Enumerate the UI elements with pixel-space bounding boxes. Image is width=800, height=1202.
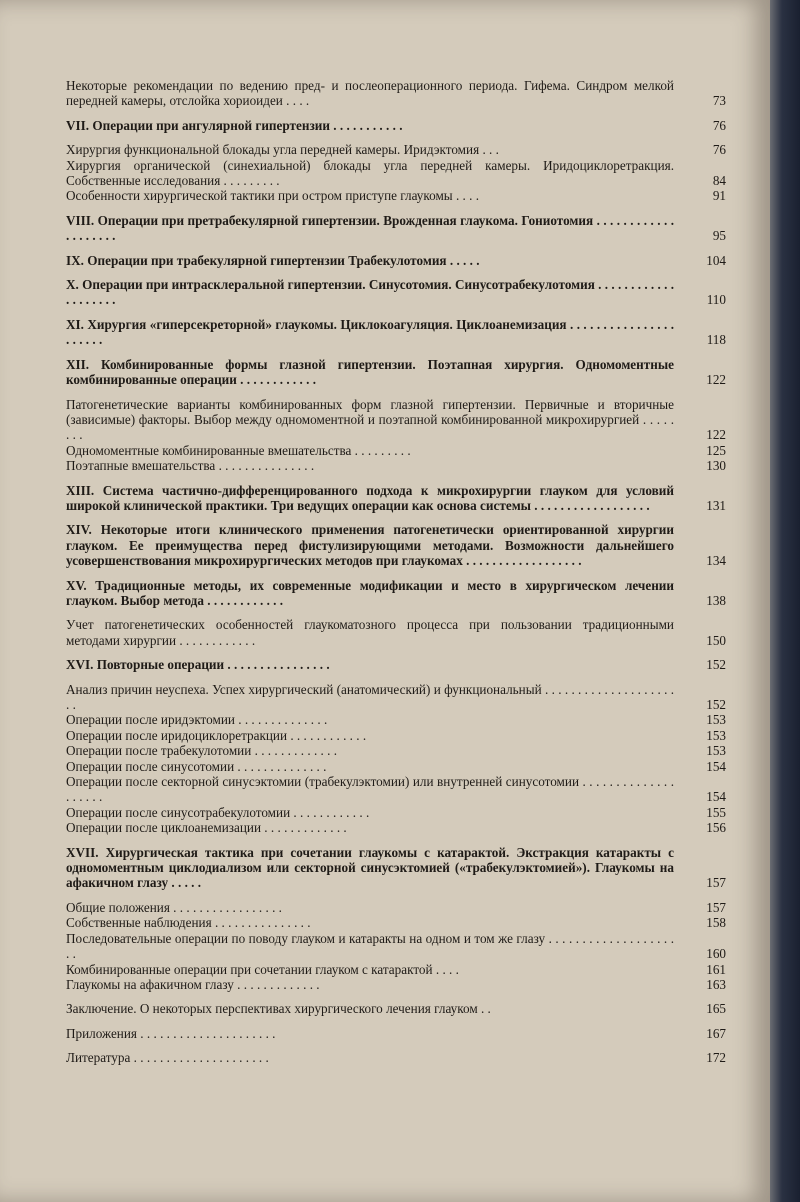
toc-entry: [66, 1050, 726, 1065]
toc-entry-title: XIII. Система частично-дифференцированного подхода к микрохирургии глауком для условий широкой клинической практики. Три ведущих операции как основа системы . . . . . . . . . . . . . . . . . .: [66, 482, 674, 513]
toc-entry-title: Общие положения . . . . . . . . . . . . . . . . .: [66, 899, 282, 915]
toc-entry: [66, 483, 726, 514]
toc-entry-page: 110: [706, 292, 726, 308]
toc-entry-page: 104: [706, 252, 726, 268]
toc-entry: [66, 357, 726, 388]
toc-entry-title: Операции после трабекулотомии . . . . . . . . . . . . .: [66, 743, 338, 759]
toc-entry-page: 150: [706, 632, 726, 648]
toc-entry-page: 153: [706, 727, 726, 743]
toc-entry-page: 73: [712, 93, 726, 109]
toc-entry: [66, 253, 726, 268]
toc-entry: [66, 397, 726, 443]
toc-entry-title: Хирургия органической (синехиальной) блокады угла передней камеры. Иридоциклоретракция. Собственные исследования . . . . . . . . .: [66, 157, 674, 189]
toc-entry-page: 76: [712, 117, 726, 133]
toc-entry-page: 153: [706, 712, 726, 728]
toc-entry-title: Операции после иридоциклоретракции . . . . . . . . . . . .: [66, 727, 367, 743]
toc-entry-title: XVII. Хирургическая тактика при сочетании глаукомы с катарактой. Экстракция катаракты с одномоментным циклодиализом или секторной синусэктомией («трабекулэктомией»). Глаукомы на афакичном глазу . . . . .: [66, 844, 674, 891]
page-edge: [770, 0, 800, 1202]
toc-entry: [66, 657, 726, 672]
toc-entry-title: Заключение. О некоторых перспективах хирургического лечения глауком . .: [66, 1001, 491, 1017]
toc-entry: [66, 1026, 726, 1041]
toc-entry-page: 155: [706, 804, 726, 820]
toc-entry: [66, 820, 726, 835]
toc-entry: [66, 845, 726, 891]
toc-entry-title: Особенности хирургической тактики при остром приступе глаукомы . . . .: [66, 188, 480, 204]
toc-entry: [66, 774, 726, 805]
toc-entry-title: XI. Хирургия «гиперсекреторной» глаукомы. Циклокоагуляция. Циклоанемизация . . . . . . . . . . . . . . . . . . . . . .: [66, 316, 674, 348]
toc-entry: [66, 617, 726, 648]
toc-entry-title: XIV. Некоторые итоги клинического применения патогенетически ориентированной хирургии глауком. Ее преимущества перед фистулизирующими методами. Возможности дальнейшего усовершенствования микрохирургических методов при глаукомах . . . . . . . . . . . . . . . . . .: [66, 522, 674, 569]
toc-entry-page: 91: [712, 188, 726, 204]
toc-entry: [66, 118, 726, 133]
toc-entry-page: 122: [706, 427, 726, 443]
toc-entry: [66, 977, 726, 992]
toc-entry: [66, 317, 726, 348]
toc-entry-page: 84: [712, 173, 726, 189]
toc-entry-page: 163: [706, 976, 726, 992]
toc-entry: [66, 443, 726, 458]
toc-entry: [66, 900, 726, 915]
toc-entry: [66, 578, 726, 609]
toc-entry-title: Операции после синусотрабекулотомии . . . . . . . . . . . .: [66, 804, 370, 820]
toc-entry-page: 122: [706, 372, 726, 388]
toc-entry: [66, 158, 726, 189]
toc-entry: [66, 277, 726, 308]
toc-entry-title: XVI. Повторные операции . . . . . . . . . . . . . . . .: [66, 657, 330, 673]
toc-entry-page: 125: [706, 442, 726, 458]
toc-entry-page: 152: [706, 657, 726, 673]
toc-entry-title: XV. Традиционные методы, их современные модификации и место в хирургическом лечении глауком. Выбор метода . . . . . . . . . . . .: [66, 577, 674, 608]
toc-entry-title: VIII. Операции при претрабекулярной гипертензии. Врожденная глаукома. Гониотомия . . . . . . . . . . . . . . . . . . . .: [66, 212, 674, 244]
toc-entry-title: Глаукомы на афакичном глазу . . . . . . . . . . . . .: [66, 976, 320, 992]
toc-entry-page: 118: [706, 332, 726, 348]
table-of-contents: [66, 78, 726, 1075]
toc-entry-title: Операции после секторной синусэктомии (трабекулэктомии) или внутренней синусотомии . . . . . . . . . . . . . . . . . . . .: [66, 774, 674, 805]
toc-entry-title: Операции после иридэктомии . . . . . . . . . . . . . .: [66, 712, 328, 728]
toc-entry-title: Учет патогенетических особенностей глаукоматозного процесса при пользовании традиционными методами хирургии . . . . . . . . . . . .: [66, 617, 674, 648]
toc-entry-title: Операции после циклоанемизации . . . . . . . . . . . . .: [66, 820, 347, 836]
toc-entry-title: Литература . . . . . . . . . . . . . . . . . . . . .: [66, 1050, 269, 1066]
toc-entry-title: Последовательные операции по поводу глауком и катаракты на одном и том же глазу . . . . . . . . . . . . . . . . . . . . .: [66, 930, 674, 962]
toc-entry-title: Операции после синусотомии . . . . . . . . . . . . . .: [66, 758, 327, 774]
toc-entry-title: IX. Операции при трабекулярной гипертензии Трабекулотомия . . . . .: [66, 252, 480, 268]
toc-entry-title: Приложения . . . . . . . . . . . . . . . . . . . . .: [66, 1025, 276, 1041]
toc-entry: [66, 1001, 726, 1016]
toc-entry: [66, 915, 726, 930]
toc-entry: [66, 728, 726, 743]
toc-entry-page: 134: [706, 553, 726, 569]
toc-entry-page: 130: [706, 458, 726, 474]
toc-entry-page: 131: [706, 497, 726, 513]
toc-entry: [66, 931, 726, 962]
toc-entry-page: 161: [706, 961, 726, 977]
toc-entry-title: Собственные наблюдения . . . . . . . . . . . . . . .: [66, 915, 311, 931]
toc-entry-page: 154: [706, 758, 726, 774]
toc-entry-title: Анализ причин неуспеха. Успех хирургический (анатомический) и функциональный . . . . . . . . . . . . . . . . . . . . . .: [66, 681, 674, 712]
toc-entry-page: 158: [706, 915, 726, 931]
toc-entry-page: 160: [706, 946, 726, 962]
toc-entry: [66, 78, 726, 109]
toc-entry-page: 138: [706, 592, 726, 608]
toc-entry-page: 153: [706, 743, 726, 759]
toc-entry-page: 167: [706, 1025, 726, 1041]
toc-entry: [66, 458, 726, 473]
toc-entry-title: Хирургия функциональной блокады угла передней камеры. Иридэктомия . . .: [66, 142, 499, 158]
toc-entry-title: Некоторые рекомендации по ведению пред- и послеоперационного периода. Гифема. Синдром мелкой передней камеры, отслойка хориоидеи . . . .: [66, 78, 674, 109]
toc-entry-title: XII. Комбинированные формы глазной гипертензии. Поэтапная хирургия. Одномоментные комбинированные операции . . . . . . . . . . . .: [66, 356, 674, 388]
toc-entry: [66, 805, 726, 820]
toc-entry: [66, 188, 726, 203]
toc-entry-page: 76: [712, 142, 726, 158]
toc-entry-page: 157: [706, 899, 726, 915]
toc-entry: [66, 759, 726, 774]
toc-entry: [66, 142, 726, 157]
toc-entry-title: VII. Операции при ангулярной гипертензии . . . . . . . . . . .: [66, 117, 403, 133]
toc-entry: [66, 682, 726, 713]
toc-entry-page: 95: [712, 228, 726, 244]
toc-entry-page: 157: [706, 875, 726, 891]
toc-entry: [66, 743, 726, 758]
toc-entry: [66, 712, 726, 727]
toc-entry-page: 154: [706, 789, 726, 805]
toc-entry-title: X. Операции при интрасклеральной гипертензии. Синусотомия. Синусотрабекулотомия . . . . . . . . . . . . . . . . . . . .: [66, 277, 675, 308]
toc-entry-page: 172: [706, 1050, 726, 1066]
toc-entry: [66, 213, 726, 244]
toc-entry: [66, 962, 726, 977]
toc-entry-page: 165: [706, 1001, 726, 1017]
toc-entry-page: 152: [706, 697, 726, 712]
toc-entry-page: 156: [706, 820, 726, 836]
toc-entry-title: Патогенетические варианты комбинированных форм глазной гипертензии. Первичные и вторичные (зависимые) факторы. Выбор между одномоментной и поэтапной комбинированной микрохирургией . . . . . . . .: [66, 396, 674, 443]
toc-entry-title: Одномоментные комбинированные вмешательства . . . . . . . . .: [66, 442, 411, 458]
toc-entry-title: Комбинированные операции при сочетании глауком с катарактой . . . .: [66, 961, 459, 977]
toc-entry-title: Поэтапные вмешательства . . . . . . . . . . . . . . .: [66, 458, 315, 474]
toc-entry: [66, 522, 726, 568]
